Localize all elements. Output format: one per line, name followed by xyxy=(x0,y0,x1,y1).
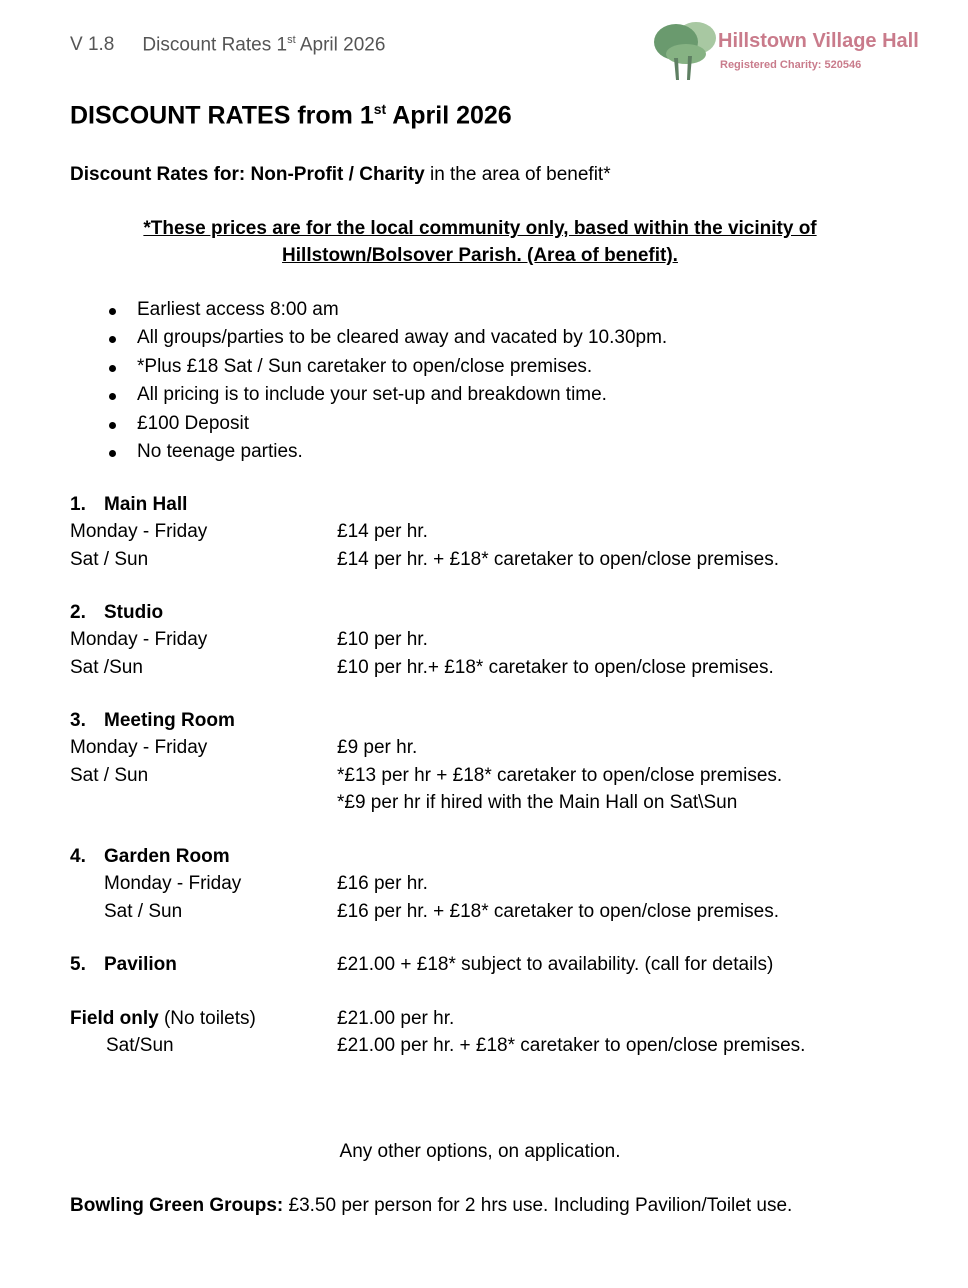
list-item: Earliest access 8:00 am xyxy=(104,296,667,324)
section-number-main-hall: 1. xyxy=(70,494,86,515)
section-number-studio: 2. xyxy=(70,602,86,623)
section-title-pavilion: Pavilion xyxy=(104,954,177,975)
bowling-green-note xyxy=(70,1195,792,1217)
field-only-price: £21.00 per hr. xyxy=(337,1008,455,1029)
community-notice xyxy=(70,215,890,269)
garden-room-weekday-label: Monday - Friday xyxy=(104,873,242,894)
field-only-note: (No toilets) xyxy=(158,1008,256,1029)
doc-title-sup: st xyxy=(287,34,296,46)
garden-room-weekend-price: £16 per hr. + £18* caretaker to open/close premises. xyxy=(337,901,780,922)
bowling-details: £3.50 per person for 2 hrs use. Including Pavilion/Toilet use. xyxy=(283,1195,793,1216)
hall-logo xyxy=(652,18,962,82)
studio-weekday-price: £10 per hr. xyxy=(337,629,428,650)
field-weekend-label: Sat/Sun xyxy=(106,1035,174,1056)
tree-canopy-mid xyxy=(666,44,706,64)
garden-room-weekday-price: £16 per hr. xyxy=(337,873,428,894)
logo-registration: Registered Charity: 520546 xyxy=(720,59,862,71)
doc-header xyxy=(70,34,385,56)
doc-title-post: April 2026 xyxy=(295,34,386,56)
main-hall-weekday-price: £14 per hr. xyxy=(337,521,428,542)
list-item: *Plus £18 Sat / Sun caretaker to open/close premises. xyxy=(104,353,667,381)
title-sup: st xyxy=(373,101,387,117)
conditions-list xyxy=(104,296,667,466)
section-title-main-hall: Main Hall xyxy=(104,494,188,515)
pavilion-price: £21.00 + £18* subject to availability. (call for details) xyxy=(337,954,774,975)
main-hall-weekend-label: Sat / Sun xyxy=(70,549,149,570)
subtitle xyxy=(70,164,611,186)
subtitle-rest: in the area of benefit* xyxy=(424,164,611,185)
version-label: V 1.8 xyxy=(70,34,115,56)
field-only-label xyxy=(70,1005,256,1032)
section-number-pavilion: 5. xyxy=(70,954,86,975)
list-item: £100 Deposit xyxy=(104,410,667,438)
meeting-room-weekend-note: *£9 per hr if hired with the Main Hall on Sat\Sun xyxy=(337,792,738,813)
field-weekend-price: £21.00 per hr. + £18* caretaker to open/close premises. xyxy=(337,1035,806,1056)
meeting-room-weekend-price: *£13 per hr + £18* caretaker to open/close premises. xyxy=(337,765,783,786)
list-item: All pricing is to include your set-up and breakdown time. xyxy=(104,381,667,409)
section-title-studio: Studio xyxy=(104,602,164,623)
subtitle-bold: Discount Rates for: Non-Profit / Charity xyxy=(70,164,425,185)
section-number-meeting-room: 3. xyxy=(70,710,86,731)
studio-weekend-price: £10 per hr.+ £18* caretaker to open/close premises. xyxy=(337,657,774,678)
page-title xyxy=(70,101,512,130)
notice-line-1: *These prices are for the local community only, based within the vicinity of xyxy=(143,218,817,239)
bowling-label: Bowling Green Groups: xyxy=(70,1195,284,1216)
main-hall-weekday-label: Monday - Friday xyxy=(70,521,208,542)
list-item: No teenage parties. xyxy=(104,438,667,466)
main-hall-weekend-price: £14 per hr. + £18* caretaker to open/close premises. xyxy=(337,549,780,570)
meeting-room-weekend-label: Sat / Sun xyxy=(70,765,149,786)
logo-hall-name: Hillstown Village Hall xyxy=(718,30,919,52)
field-only-title: Field only xyxy=(70,1008,159,1029)
section-title-meeting-room: Meeting Room xyxy=(104,710,235,731)
studio-weekend-label: Sat /Sun xyxy=(70,657,143,678)
doc-title-pre: Discount Rates 1 xyxy=(142,34,288,56)
garden-room-weekend-label: Sat / Sun xyxy=(104,901,183,922)
meeting-room-weekday-price: £9 per hr. xyxy=(337,737,418,758)
section-number-garden-room: 4. xyxy=(70,846,86,867)
other-options-note: Any other options, on application. xyxy=(339,1141,621,1162)
meeting-room-weekday-label: Monday - Friday xyxy=(70,737,208,758)
title-post: April 2026 xyxy=(386,101,512,130)
tree-logo-icon xyxy=(652,18,718,82)
section-title-garden-room: Garden Room xyxy=(104,846,230,867)
notice-line-2: Hillstown/Bolsover Parish. (Area of benefit). xyxy=(282,245,678,266)
studio-weekday-label: Monday - Friday xyxy=(70,629,208,650)
list-item: All groups/parties to be cleared away and vacated by 10.30pm. xyxy=(104,324,667,352)
title-pre: DISCOUNT RATES from 1 xyxy=(70,101,374,130)
